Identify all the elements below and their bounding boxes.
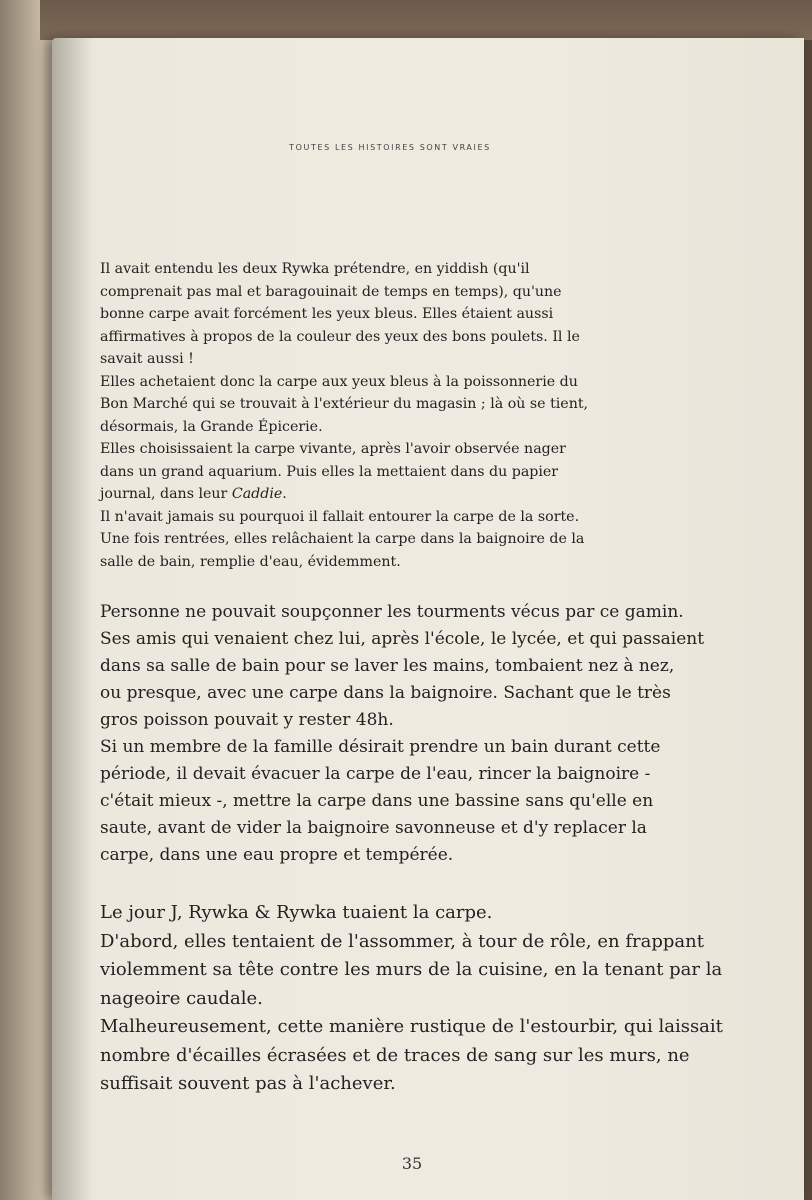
text-line: nageoire caudale. bbox=[100, 987, 263, 1009]
paragraph-2 bbox=[100, 599, 740, 869]
text-line: saute, avant de vider la baignoire savonneuse et d'y replacer la bbox=[100, 818, 647, 838]
text-line: nombre d'écailles écrasées et de traces de sang sur les murs, ne bbox=[100, 1044, 690, 1066]
page-number: 35 bbox=[401, 1154, 423, 1173]
text-fragment: . bbox=[282, 486, 287, 502]
text-line: Bon Marché qui se trouvait à l'extérieur du magasin ; là où se tient, bbox=[100, 396, 589, 412]
text-line: Personne ne pouvait soupçonner les tourments vécus par ce gamin. bbox=[100, 602, 684, 622]
text-line: c'était mieux -, mettre la carpe dans une bassine sans qu'elle en bbox=[100, 791, 654, 811]
text-fragment: journal, dans leur bbox=[100, 486, 232, 502]
text-line: Il avait entendu les deux Rywka prétendre, en yiddish (qu'il bbox=[100, 261, 530, 277]
book-top-edge bbox=[40, 0, 812, 40]
paragraph-3 bbox=[100, 899, 740, 1099]
text-line: Le jour J, Rywka & Rywka tuaient la carpe. bbox=[100, 902, 493, 923]
text-line: ou presque, avec une carpe dans la baignoire. Sachant que le très bbox=[100, 683, 671, 703]
text-line: carpe, dans une eau propre et tempérée. bbox=[100, 845, 454, 865]
text-line: Si un membre de la famille désirait prendre un bain durant cette bbox=[100, 737, 661, 757]
text-line: Une fois rentrées, elles relâchaient la carpe dans la baignoire de la bbox=[100, 531, 585, 547]
text-line: salle de bain, remplie d'eau, évidemment. bbox=[100, 553, 401, 570]
text-line: dans sa salle de bain pour se laver les mains, tombaient nez à nez, bbox=[100, 656, 675, 676]
text-line: Malheureusement, cette manière rustique de l'estourbir, qui laissait bbox=[100, 1016, 723, 1037]
page-gutter-shadow bbox=[52, 38, 92, 1200]
text-line: dans un grand aquarium. Puis elles la mettaient dans du papier bbox=[100, 463, 559, 480]
text-line: désormais, la Grande Épicerie. bbox=[100, 418, 323, 435]
text-line: savait aussi ! bbox=[100, 351, 194, 367]
text-line: affirmatives à propos de la couleur des yeux des bons poulets. Il le bbox=[100, 328, 580, 345]
paragraph-1 bbox=[100, 258, 740, 573]
text-line: violemment sa tête contre les murs de la cuisine, en la tenant par la bbox=[100, 959, 723, 980]
text-line: Elles achetaient donc la carpe aux yeux bleus à la poissonnerie du bbox=[100, 373, 578, 390]
text-line: suffisait souvent pas à l'achever. bbox=[100, 1073, 396, 1094]
text-line bbox=[100, 483, 740, 506]
text-line: D'abord, elles tentaient de l'assommer, à tour de rôle, en frappant bbox=[100, 930, 704, 952]
running-head: TOUTES LES HISTOIRES SONT VRAIES bbox=[289, 143, 491, 152]
text-line: bonne carpe avait forcément les yeux bleus. Elles étaient aussi bbox=[100, 306, 554, 322]
text-line: Il n'avait jamais su pourquoi il fallait entourer la carpe de la sorte. bbox=[100, 508, 580, 525]
text-line: gros poisson pouvait y rester 48h. bbox=[100, 710, 394, 730]
text-line: Elles choisissaient la carpe vivante, après l'avoir observée nager bbox=[100, 441, 566, 457]
page-body bbox=[100, 258, 740, 1099]
text-line: Ses amis qui venaient chez lui, après l'école, le lycée, et qui passaient bbox=[100, 629, 705, 649]
text-line: période, il devait évacuer la carpe de l'eau, rincer la baignoire - bbox=[100, 764, 651, 784]
text-line: comprenait pas mal et baragouinait de temps en temps), qu'une bbox=[100, 283, 562, 300]
caddie-italic: Caddie bbox=[231, 486, 283, 502]
